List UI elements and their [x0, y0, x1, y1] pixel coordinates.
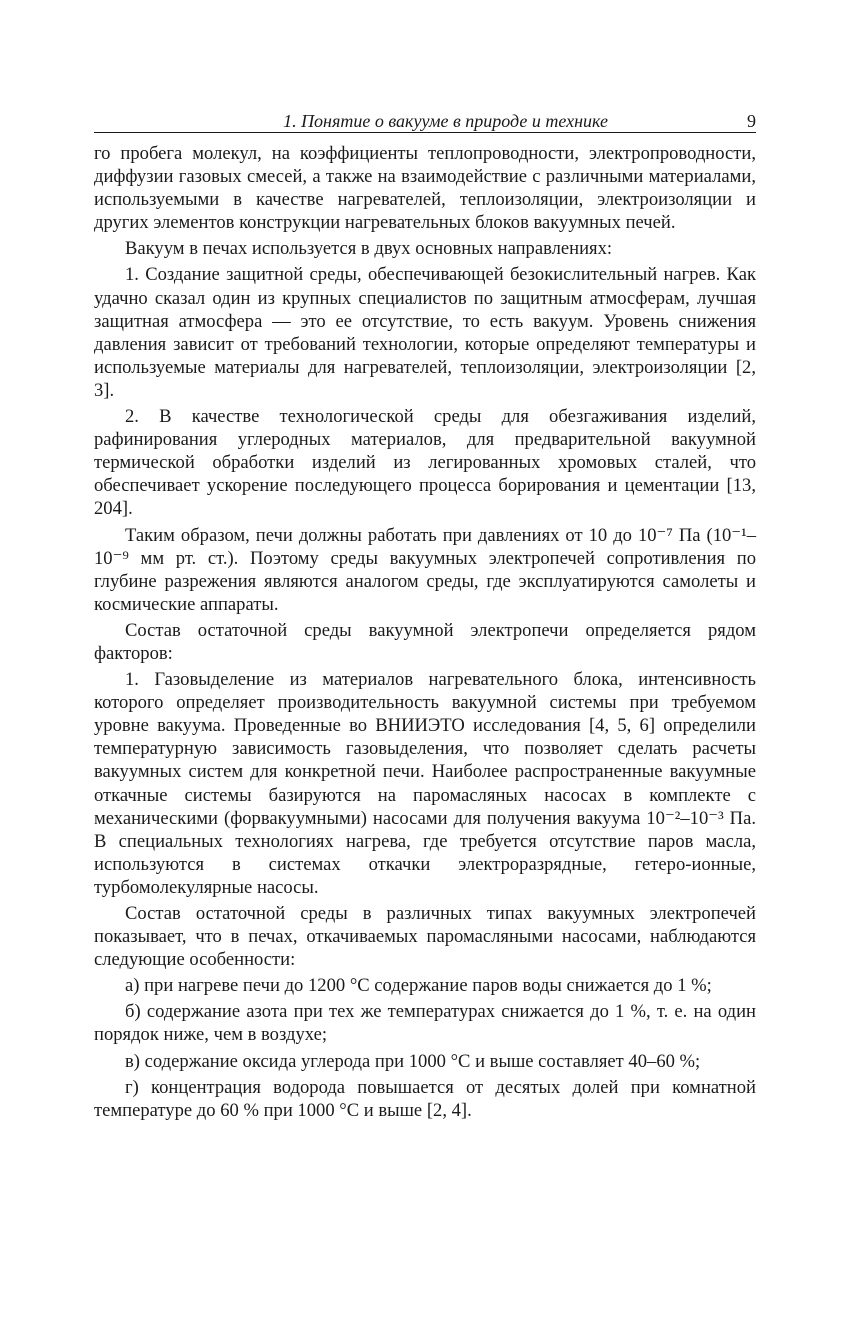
paragraph: Таким образом, печи должны работать при давлениях от 10 до 10⁻⁷ Па (10⁻¹–10⁻⁹ мм рт. ст.). Поэтому среды вакуумных электропечей сопротивления по глубине разрежения являются аналогом среды, где эксплуатируются самолеты и космические аппараты.	[94, 524, 756, 615]
paragraph: Состав остаточной среды в различных типах вакуумных электропечей показывает, что в печах, откачиваемых паромасляными насосами, наблюдаются следующие особенности:	[94, 903, 756, 971]
paragraph: 1. Газовыделение из материалов нагревательного блока, интенсивность которого определяет производительность вакуумной системы при требуемом уровне вакуума. Проведенные во ВНИИЭТО исследования [4, 5, 6] определили температурную зависимость газовыделения, что позволяет сделать расчеты вакуумных систем для конкретной печи. Наиболее распространенные вакуумные откачные системы базируются на паромасляных насосах в комплекте с механическими (форвакуумными) насосами для получения вакуума 10⁻²–10⁻³ Па. В специальных технологиях нагрева, где требуется отсутствие паров масла, используются в системах откачки электроразрядные, гетеро-ионные, турбомолекулярные насосы.	[94, 669, 756, 898]
text-body	[94, 142, 756, 1122]
page-number: 9	[747, 111, 756, 131]
paragraph: б) содержание азота при тех же температурах снижается до 1 %, т. е. на один порядок ниже, чем в воздухе;	[94, 1001, 756, 1046]
paragraph: го пробега молекул, на коэффициенты теплопроводности, электропроводности, диффузии газовых смесей, а также на взаимодействие с различными материалами, используемыми в качестве нагревателей, теплоизоляции, электроизоляции и других элементов конструкции нагревательных блоков вакуумных печей.	[94, 143, 756, 234]
paragraph: а) при нагреве печи до 1200 °C содержание паров воды снижается до 1 %;	[125, 975, 712, 997]
paragraph: г) концентрация водорода повышается от десятых долей при комнатной температуре до 60 % при 1000 °C и выше [2, 4].	[94, 1076, 756, 1121]
paragraph: Вакуум в печах используется в двух основных направлениях:	[125, 238, 613, 260]
paragraph: Состав остаточной среды вакуумной электропечи определяется рядом факторов:	[94, 619, 756, 664]
running-header	[94, 108, 756, 133]
chapter-title: 1. Понятие о вакууме в природе и технике	[283, 111, 608, 131]
paragraph: в) содержание оксида углерода при 1000 °C и выше составляет 40–60 %;	[125, 1050, 701, 1072]
book-page	[94, 108, 756, 1125]
paragraph: 2. В качестве технологической среды для обезгаживания изделий, рафинирования углеродных материалов, для предварительной вакуумной термической обработки изделий из легированных хромовых сталей, что обеспечивает ускорение последующего процесса борирования и цементации [13, 204].	[94, 406, 756, 520]
paragraph: 1. Создание защитной среды, обеспечивающей безокислительный нагрев. Как удачно сказал один из крупных специалистов по защитным атмосферам, лучшая защитная атмосфера — это ее отсутствие, то есть вакуум. Уровень снижения давления зависит от требований технологии, которые определяют температуры и используемые материалы для нагревателей, теплоизоляции, электроизоляции [2, 3].	[94, 264, 756, 401]
